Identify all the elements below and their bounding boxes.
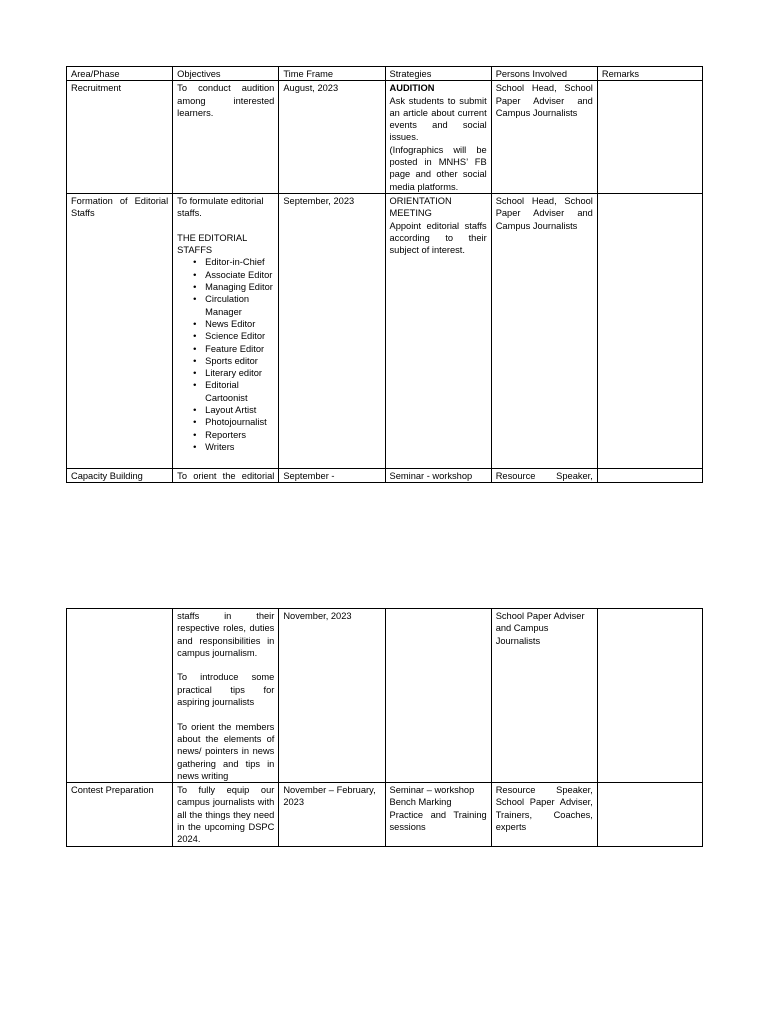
staff-role: Science Editor (205, 331, 266, 342)
bullet-icon: • (193, 331, 197, 342)
staff-list-item (193, 441, 274, 453)
staff-role: Managing Editor (205, 282, 273, 293)
bullet-icon: • (193, 282, 197, 293)
cell-persons: School Paper Adviser and Campus Journalists (491, 609, 597, 783)
table-row-capacity-part-1 (67, 468, 703, 482)
bullet-icon: • (193, 269, 197, 280)
objective-text: staffs in their respective roles, duties and responsibilities in campus journalism. (177, 611, 275, 658)
staff-role: Editor-in-Chief (205, 257, 265, 268)
bullet-icon: • (193, 257, 197, 268)
cell-strategies: Seminar - workshop (385, 468, 491, 482)
staff-role: Literary editor (205, 368, 263, 379)
strategy-text: Ask students to submit an article about current events and social issues. (389, 95, 487, 143)
bullet-icon: • (193, 343, 197, 354)
cell-persons: Resource Speaker, (491, 468, 597, 482)
strategy-line: Seminar – workshop (389, 785, 475, 796)
bullet-icon: • (193, 441, 197, 452)
cell-remarks (597, 609, 702, 783)
staff-role: Associate Editor (205, 269, 273, 280)
bullet-icon: • (193, 405, 197, 416)
cell-remarks (597, 193, 702, 468)
table-row-capacity-part-2 (67, 609, 703, 783)
cell-objective (173, 193, 279, 468)
cell-remarks (597, 81, 702, 194)
header-objectives: Objectives (173, 67, 279, 81)
staff-list-item (193, 379, 274, 404)
objective-text-3: To orient the members about the elements of news/ pointers in news gathering and tips in news writing (177, 721, 275, 781)
staff-list-item (193, 404, 274, 416)
editorial-staff-list (177, 256, 274, 453)
cell-strategies (385, 783, 491, 846)
cell-strategies (385, 193, 491, 468)
strategy-note: (Infographics will be posted in MNHS’ FB page and other social media platforms. (389, 144, 487, 192)
staff-list-item (193, 269, 274, 281)
staff-list-item (193, 330, 274, 342)
cell-area: Capacity Building (67, 468, 173, 482)
header-remarks: Remarks (597, 67, 702, 81)
bullet-icon: • (193, 355, 197, 366)
cell-time-frame: September, 2023 (279, 193, 385, 468)
staff-list-item (193, 416, 274, 428)
strategy-title: ORIENTATION MEETING (389, 195, 452, 219)
cell-area (67, 609, 173, 783)
strategy-text: Appoint editorial staffs according to their subject of interest. (389, 220, 487, 256)
cell-area: Formation of Editorial Staffs (67, 193, 173, 468)
bullet-icon: • (193, 429, 197, 440)
staff-list-item (193, 293, 274, 318)
cell-time-frame: November, 2023 (279, 609, 385, 783)
cell-objective: To orient the editorial (173, 468, 279, 482)
staff-list-item (193, 256, 274, 268)
staff-list-item (193, 318, 274, 330)
bullet-icon: • (193, 368, 197, 379)
staff-role: Circulation Manager (205, 294, 250, 317)
header-strategies: Strategies (385, 67, 491, 81)
objective-text-2: To introduce some practical tips for aspiring journalists (177, 672, 275, 708)
header-persons-involved: Persons Involved (491, 67, 597, 81)
bullet-icon: • (193, 417, 197, 428)
cell-objective: To conduct audition among interested learners. (173, 81, 279, 194)
bullet-icon: • (193, 318, 197, 329)
staff-list-item (193, 355, 274, 367)
header-area-phase: Area/Phase (67, 67, 173, 81)
table-row-formation (67, 193, 703, 468)
cell-time-frame: September - (279, 468, 385, 482)
cell-strategies (385, 81, 491, 194)
work-plan-table-part-2 (66, 608, 703, 847)
staff-role: Photojournalist (205, 417, 267, 428)
bullet-icon: • (193, 380, 197, 391)
cell-area: Contest Preparation (67, 783, 173, 846)
staff-role: Writers (205, 441, 235, 452)
staff-list-item (193, 429, 274, 441)
cell-objective (173, 609, 279, 783)
strategy-line: Practice and Training sessions (389, 809, 487, 833)
staff-heading: THE EDITORIAL STAFFS (177, 232, 247, 256)
cell-time-frame: August, 2023 (279, 81, 385, 194)
table-header-row (67, 67, 703, 81)
cell-persons: School Head, School Paper Adviser and Campus Journalists (491, 193, 597, 468)
cell-time-frame: November – February, 2023 (279, 783, 385, 846)
work-plan-table-part-1 (66, 66, 703, 483)
cell-persons: School Head, School Paper Adviser and Campus Journalists (491, 81, 597, 194)
cell-persons: Resource Speaker, School Paper Adviser, Trainers, Coaches, experts (491, 783, 597, 846)
staff-role: Feature Editor (205, 343, 265, 354)
cell-remarks (597, 468, 702, 482)
strategy-line: Bench Marking (389, 797, 452, 808)
objective-text: To formulate editorial staffs. (177, 195, 264, 219)
staff-list-item (193, 367, 274, 379)
table-row-contest (67, 783, 703, 846)
cell-area: Recruitment (67, 81, 173, 194)
cell-remarks (597, 783, 702, 846)
cell-strategies (385, 609, 491, 783)
staff-role: Layout Artist (205, 405, 257, 416)
staff-list-item (193, 343, 274, 355)
staff-role: Editorial Cartoonist (205, 380, 248, 403)
cell-objective: To fully equip our campus journalists with all the things they need in the upcoming DSPC 2024. (173, 783, 279, 846)
strategy-title: AUDITION (389, 83, 435, 94)
staff-role: News Editor (205, 318, 256, 329)
staff-role: Sports editor (205, 355, 258, 366)
table-row-recruitment (67, 81, 703, 194)
bullet-icon: • (193, 294, 197, 305)
staff-role: Reporters (205, 429, 246, 440)
header-time-frame: Time Frame (279, 67, 385, 81)
staff-list-item (193, 281, 274, 293)
